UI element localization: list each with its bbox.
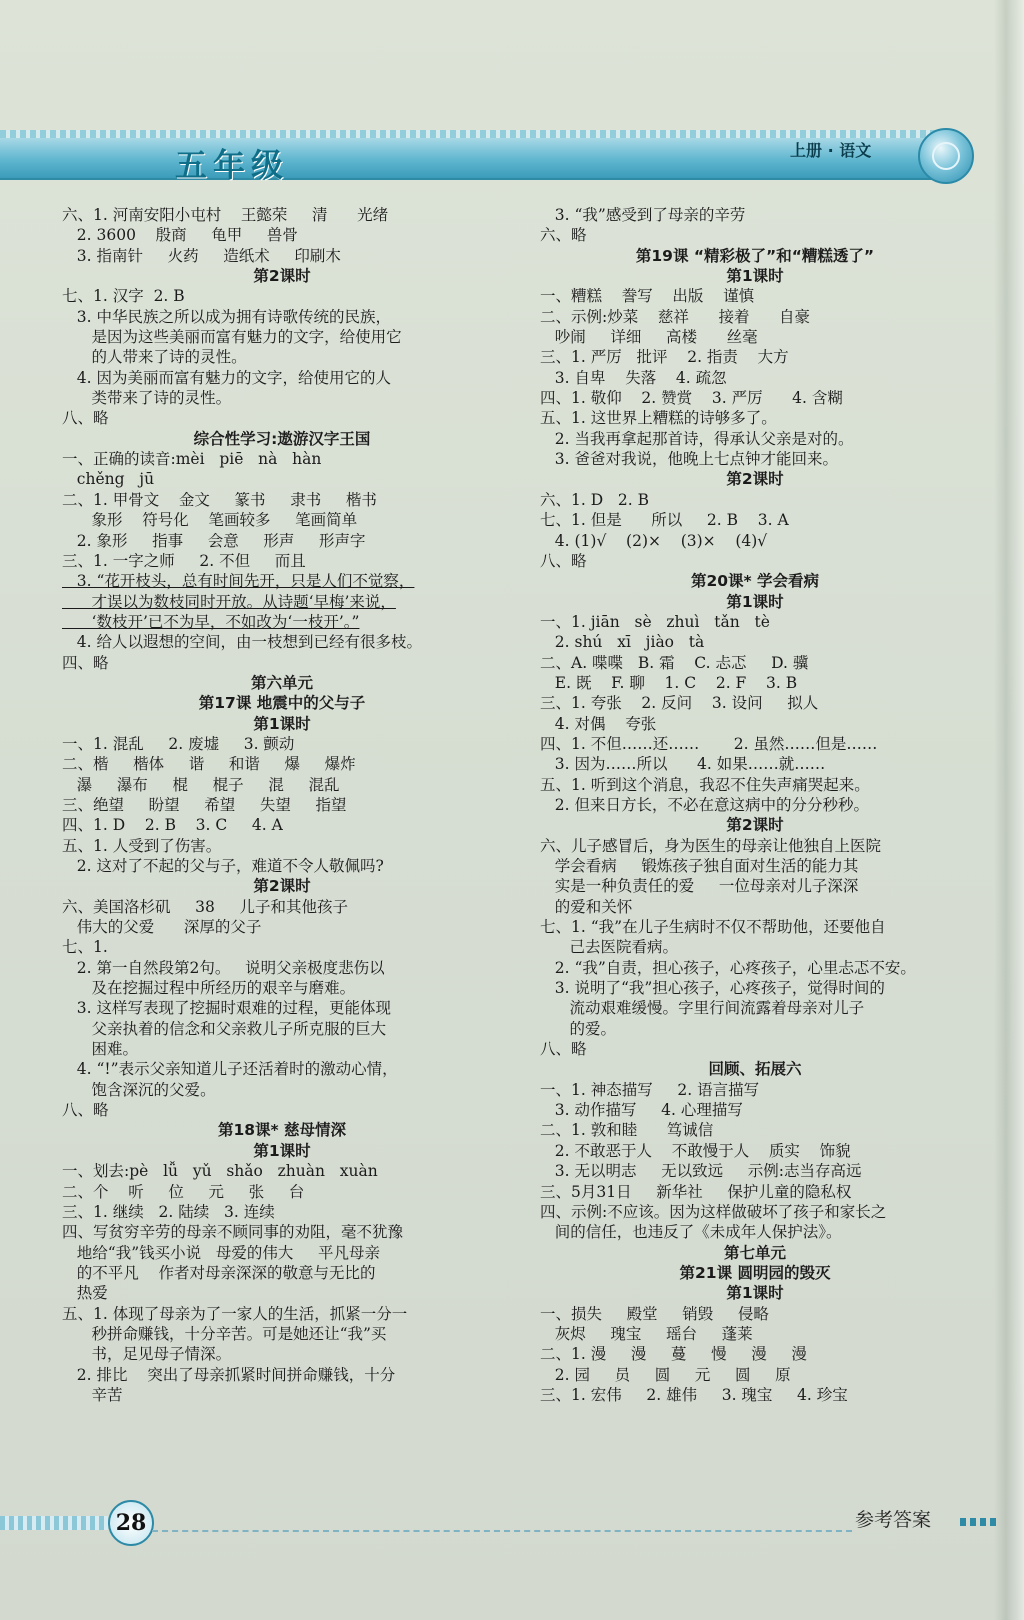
book-tag: 上册 · 语文: [790, 141, 872, 160]
footer-label: 参考答案: [855, 1509, 932, 1531]
answer-text: 象形 符号化 笔画较多 笔画简单: [62, 511, 358, 530]
answer-text: 四、1. 敬仰 2. 赞赏 3. 严厉 4. 含糊: [540, 389, 843, 408]
answer-text: 秒拼命赚钱，十分辛苦。可是她还让“我”买: [62, 1324, 387, 1343]
answer-text: 己去医院看病。: [540, 938, 679, 957]
answer-line: [62, 1100, 502, 1120]
answer-line: [540, 408, 970, 428]
answer-text: 六、美国洛杉矶 38 儿子和其他孩子: [62, 897, 348, 916]
answer-text: 2. 第一自然段第2句。 说明父亲极度悲伤以: [62, 958, 385, 977]
answer-text: 的不平凡 作者对母亲深深的敬意与无比的: [62, 1263, 376, 1282]
answer-line: [540, 795, 970, 815]
answer-text: 一、1. jiān sè zhuì tǎn tè: [540, 612, 770, 631]
answer-text: 2. “我”自责，担心孩子，心疼孩子，心里忐忑不安。: [540, 958, 916, 977]
answer-line: [540, 978, 970, 998]
answer-text: E. 既 F. 聊 1. C 2. F 3. B: [540, 673, 798, 692]
answer-line: [62, 1385, 502, 1405]
answer-line: [62, 1304, 502, 1324]
answer-text: 4. 给人以遐想的空间，由一枝想到已经有很多枝。: [62, 633, 422, 652]
answer-text: 四、略: [62, 653, 109, 672]
answer-text: 三、1. 一字之师 2. 不但 而且: [62, 551, 306, 570]
answer-line: [62, 307, 502, 327]
answer-text: 2. 象形 指事 会意 形声 形声字: [62, 531, 366, 550]
answer-line: [62, 775, 502, 795]
answer-text: 第1课时: [726, 592, 784, 611]
answer-text: 4. 对偶 夸张: [540, 714, 657, 733]
answer-text: 地给“我”钱买小说 母爱的伟大 平凡母亲: [62, 1243, 381, 1262]
answer-line: [62, 978, 502, 998]
answer-line: [62, 205, 502, 225]
answer-line: [62, 327, 502, 347]
answer-line: [540, 1385, 970, 1405]
footer-divider: [152, 1530, 852, 1534]
answer-text: 才误以为数枝同时开放。从诗题‘早梅’来说，: [62, 592, 396, 611]
section-heading: [540, 266, 970, 286]
answer-line: [540, 1365, 970, 1385]
answer-text: 第17课 地震中的父与子: [198, 694, 366, 713]
answer-line: [540, 958, 970, 978]
section-heading: [540, 469, 970, 489]
answer-text: 2. 排比 突出了母亲抓紧时间拼命赚钱，十分: [62, 1365, 396, 1384]
answer-text: 饱含深沉的父爱。: [62, 1080, 216, 1099]
right-answer-column: [540, 205, 970, 1405]
answer-line: [540, 368, 970, 388]
answer-text: 四、1. D 2. B 3. C 4. A: [62, 816, 283, 835]
answer-text: 三、1. 严厉 批评 2. 指责 大方: [540, 348, 789, 367]
answer-text: 八、略: [62, 1101, 109, 1120]
answer-text: 第1课时: [726, 1284, 784, 1303]
answer-text: 3. 指南针 火药 造纸术 印刷木: [62, 246, 341, 265]
answer-line: [540, 1100, 970, 1120]
page-fold-shadow: [994, 0, 1024, 1620]
answer-text: 的人带来了诗的灵性。: [62, 348, 247, 367]
answer-text: 瀑 瀑布 棍 棍子 混 混乱: [62, 775, 340, 794]
answer-text: 七、1. 但是 所以 2. B 3. A: [540, 511, 789, 530]
answer-text: 4. (1)√ (2)× (3)× (4)√: [540, 531, 768, 550]
answer-text: 五、1. 体现了母亲为了一家人的生活，抓紧一分一: [62, 1304, 408, 1323]
answer-line: [540, 836, 970, 856]
answer-line: [62, 1039, 502, 1059]
answer-line: [62, 1059, 502, 1079]
answer-text: 二、1. 漫 漫 蔓 慢 漫 漫: [540, 1345, 807, 1364]
answer-line: [540, 1344, 970, 1364]
answer-text: 第1课时: [253, 1141, 311, 1160]
answer-text: 书，足见母子情深。: [62, 1345, 232, 1364]
answer-text: 3. 爸爸对我说，他晚上七点钟才能回来。: [540, 450, 838, 469]
answer-text: 七、1. “我”在儿子生病时不仅不帮助他，还要他自: [540, 918, 886, 937]
section-heading: [540, 1283, 970, 1303]
answer-line: [62, 531, 502, 551]
answer-text: 六、1. 河南安阳小屯村 王懿荣 清 光绪: [62, 206, 389, 224]
answer-line: [62, 897, 502, 917]
section-heading: [540, 1059, 970, 1079]
answer-text: 困难。: [62, 1040, 139, 1059]
answer-text: 二、A. 喋喋 B. 霜 C. 忐忑 D. 骥: [540, 653, 809, 672]
answer-text: 七、1.: [62, 938, 108, 957]
answer-line: [540, 1182, 970, 1202]
answer-line: [540, 1141, 970, 1161]
answer-line: [540, 551, 970, 571]
answer-text: 第19课 “精彩极了”和“糟糕透了”: [635, 246, 875, 265]
answer-line: [62, 286, 502, 306]
answer-line: [62, 958, 502, 978]
answer-line: [540, 1202, 970, 1222]
answer-text: 及在挖掘过程中所经历的艰辛与磨难。: [62, 979, 356, 998]
answer-line: [540, 998, 970, 1018]
answer-text: 第21课 圆明园的毁灭: [679, 1263, 831, 1282]
answer-line: [540, 897, 970, 917]
answer-line: [62, 1263, 502, 1283]
answer-line: [62, 917, 502, 937]
answer-line: [540, 449, 970, 469]
answer-text: 2. shú xī jiào tà: [540, 633, 705, 652]
answer-text: 第七单元: [723, 1243, 786, 1262]
section-heading: [540, 815, 970, 835]
left-answer-column: [62, 205, 502, 1405]
answer-text: 伟大的父爱 深厚的父子: [62, 918, 262, 937]
answer-text: 一、损失 殿堂 销毁 侵略: [540, 1304, 769, 1323]
section-heading: [62, 1120, 502, 1140]
footer-arrow-icon: [960, 1518, 996, 1526]
answer-text: 的爱。: [540, 1019, 617, 1038]
answer-line: [62, 388, 502, 408]
answer-line: [62, 1324, 502, 1344]
answer-text: 流动艰难缓慢。字里行间流露着母亲对儿子: [540, 999, 865, 1018]
answer-text: 五、1. 听到这个消息，我忍不住失声痛哭起来。: [540, 775, 870, 794]
answer-line: [62, 1182, 502, 1202]
answer-text: 2. 3600 殷商 龟甲 兽骨: [62, 226, 298, 245]
answer-text: 3. 这样写表现了挖掘时艰难的过程，更能体现: [62, 999, 391, 1018]
answer-line: [540, 937, 970, 957]
answer-line: [540, 917, 970, 937]
section-heading: [540, 246, 970, 266]
answer-line: [62, 856, 502, 876]
answer-text: 是因为这些美丽而富有魅力的文字，给使用它: [62, 328, 402, 347]
answer-text: 一、划去:pè lǚ yǔ shǎo zhuàn xuàn: [62, 1162, 378, 1181]
answer-line: [540, 1324, 970, 1344]
answer-text: 三、1. 继续 2. 陆续 3. 连续: [62, 1202, 275, 1221]
answer-text: 一、正确的读音:mèi piē nà hàn: [62, 450, 322, 469]
answer-line: [540, 775, 970, 795]
answer-line: [540, 490, 970, 510]
answer-line: [62, 998, 502, 1018]
answer-text: 第1课时: [726, 267, 784, 286]
answer-line: [540, 612, 970, 632]
answer-line: [540, 856, 970, 876]
answer-text: 2. 不敢恶于人 不敢慢于人 质实 饰貌: [540, 1141, 851, 1160]
answer-text: 3. 无以明志 无以致远 示例:志当存高远: [540, 1162, 862, 1181]
answer-text: 四、1. 不但……还…… 2. 虽然……但是……: [540, 734, 878, 753]
answer-text: 辛苦: [62, 1385, 123, 1404]
answer-text: 3. “花开枝头，总有时间先开，只是人们不觉察，: [62, 572, 415, 591]
answer-text: 3. 因为……所以 4. 如果……就……: [540, 755, 826, 774]
answer-line: [62, 225, 502, 245]
answer-text: 一、糟糕 誊写 出版 谨慎: [540, 287, 755, 306]
answer-line: [540, 754, 970, 774]
answer-text: 二、1. 敦和睦 笃诚信: [540, 1121, 714, 1140]
answer-line: [540, 531, 970, 551]
answer-text: 回顾、拓展六: [708, 1060, 802, 1079]
section-heading: [62, 693, 502, 713]
answer-text: 3. 动作描写 4. 心理描写: [540, 1101, 743, 1120]
answer-text: 灰烬 瑰宝 瑶台 蓬莱: [540, 1324, 753, 1343]
answer-text: 3. 中华民族之所以成为拥有诗歌传统的民族，: [62, 307, 391, 326]
answer-line: [62, 246, 502, 266]
section-heading: [62, 714, 502, 734]
answer-line: [540, 205, 970, 225]
answer-text: 的爱和关怀: [540, 897, 633, 916]
answer-text: 类带来了诗的灵性。: [62, 389, 232, 408]
section-heading: [540, 1243, 970, 1263]
section-heading: [62, 673, 502, 693]
answer-text: 六、1. D 2. B: [540, 490, 650, 509]
answer-text: 第20课* 学会看病: [690, 572, 820, 591]
answer-text: 第1课时: [253, 714, 311, 733]
section-heading: [62, 876, 502, 896]
answer-text: 七、1. 汉字 2. B: [62, 287, 185, 306]
answer-line: [62, 490, 502, 510]
answer-text: 第2课时: [726, 816, 784, 835]
answer-line: [540, 347, 970, 367]
answer-text: 八、略: [540, 551, 587, 570]
answer-text: 八、略: [62, 409, 109, 428]
answer-line: [540, 653, 970, 673]
answer-text: ‘数枝开’已不为早，不如改为‘一枝开’。”: [62, 612, 360, 631]
answer-line: [62, 734, 502, 754]
footer-stripe: [0, 1516, 108, 1530]
answer-line: [540, 714, 970, 734]
section-heading: [62, 1141, 502, 1161]
circle-decoration-icon: [918, 128, 974, 184]
answer-line: [540, 734, 970, 754]
answer-line: [62, 653, 502, 673]
answer-line: [540, 632, 970, 652]
answer-line: [540, 327, 970, 347]
answer-text: 第2课时: [253, 267, 311, 286]
answer-line: [540, 673, 970, 693]
answer-text: 3. “我”感受到了母亲的辛劳: [540, 206, 746, 224]
answer-line: [62, 1222, 502, 1242]
answer-line: [62, 347, 502, 367]
answer-text: 2. 当我再拿起那首诗，得承认父亲是对的。: [540, 429, 854, 448]
answer-line: [540, 510, 970, 530]
answer-line: [62, 795, 502, 815]
answer-text: 学会看病 锻炼孩子独自面对生活的能力其: [540, 857, 859, 875]
grade-title: 五年级: [175, 146, 290, 184]
answer-text: 一、1. 神态描写 2. 语言描写: [540, 1080, 760, 1099]
answer-text: 实是一种负责任的爱 一位母亲对儿子深深: [540, 877, 859, 896]
answer-text: 间的信任，也违反了《未成年人保护法》。: [540, 1223, 842, 1242]
section-heading: [540, 592, 970, 612]
section-heading: [540, 1263, 970, 1283]
answer-line: [62, 1161, 502, 1181]
section-heading: [62, 429, 502, 449]
answer-line: [540, 429, 970, 449]
answer-text: 第2课时: [726, 470, 784, 489]
answer-text: 二、楷 楷体 谐 和谐 爆 爆炸: [62, 755, 356, 774]
answer-text: 2. 这对了不起的父与子，难道不令人敬佩吗?: [62, 857, 384, 875]
answer-line: [62, 815, 502, 835]
answer-text: 三、1. 宏伟 2. 雄伟 3. 瑰宝 4. 珍宝: [540, 1385, 848, 1404]
answer-line: [62, 469, 502, 489]
header-stripe: [0, 130, 950, 138]
answer-text: 六、略: [540, 226, 587, 245]
answer-text: 第2课时: [253, 877, 311, 896]
answer-text: 3. 说明了“我”担心孩子，心疼孩子，觉得时间的: [540, 979, 885, 998]
answer-text: 2. 但来日方长，不必在意这病中的分分秒秒。: [540, 795, 869, 814]
answer-text: 一、1. 混乱 2. 废墟 3. 颤动: [62, 734, 295, 753]
answer-text: 二、个 听 位 元 张 台: [62, 1182, 305, 1201]
answer-text: 三、5月31日 新华社 保护儿童的隐私权: [540, 1182, 852, 1201]
answer-line: [540, 693, 970, 713]
answer-line: [540, 1304, 970, 1324]
answer-text: 二、示例:炒菜 慈祥 接着 自豪: [540, 307, 811, 326]
answer-line: [62, 754, 502, 774]
answer-text: 4. 因为美丽而富有魅力的文字，给使用它的人: [62, 368, 391, 387]
answer-text: 五、1. 这世界上糟糕的诗够多了。: [540, 409, 777, 428]
answer-line: [62, 836, 502, 856]
answer-text: 四、示例:不应该。因为这样做破坏了孩子和家长之: [540, 1202, 887, 1221]
answer-line: [540, 1019, 970, 1039]
answer-text: 3. 自卑 失落 4. 疏忽: [540, 368, 727, 387]
answer-line: [62, 571, 502, 591]
answer-line: [62, 1283, 502, 1303]
answer-line: [540, 1080, 970, 1100]
answer-line: [62, 510, 502, 530]
answer-line: [62, 1080, 502, 1100]
answer-text: chěng jū: [62, 470, 155, 489]
answer-text: 三、1. 夸张 2. 反问 3. 设问 拟人: [540, 694, 819, 713]
answer-text: 二、1. 甲骨文 金文 篆书 隶书 楷书: [62, 490, 377, 509]
answer-text: 综合性学习:遨游汉字王国: [193, 429, 371, 448]
answer-text: 第六单元: [250, 673, 313, 692]
answer-text: 六、儿子感冒后，身为医生的母亲让他独自上医院: [540, 836, 882, 855]
answer-line: [62, 1365, 502, 1385]
answer-line: [62, 1344, 502, 1364]
answer-line: [540, 286, 970, 306]
answer-line: [540, 307, 970, 327]
answer-line: [62, 612, 502, 632]
answer-line: [62, 449, 502, 469]
answer-line: [62, 1019, 502, 1039]
answer-line: [62, 592, 502, 612]
answer-line: [540, 1222, 970, 1242]
answer-line: [540, 1120, 970, 1140]
answer-line: [540, 388, 970, 408]
answer-text: 吵闹 详细 高楼 丝毫: [540, 328, 758, 347]
section-heading: [540, 571, 970, 591]
answer-text: 4. “!”表示父亲知道儿子还活着时的激动心情，: [62, 1060, 398, 1079]
answer-line: [540, 1039, 970, 1059]
answer-text: 四、写贫穷辛劳的母亲不顾同事的劝阻，毫不犹豫: [62, 1223, 404, 1242]
answer-line: [62, 1243, 502, 1263]
answer-text: 父亲执着的信念和父亲救儿子所克服的巨大: [62, 1019, 387, 1038]
answer-text: 三、绝望 盼望 希望 失望 指望: [62, 795, 347, 814]
answer-text: 热爱: [62, 1284, 108, 1303]
answer-text: 2. 园 员 圆 元 圆 原: [540, 1365, 791, 1384]
answer-line: [62, 368, 502, 388]
answer-line: [62, 1202, 502, 1222]
answer-line: [540, 1161, 970, 1181]
answer-text: 第18课* 慈母情深: [217, 1121, 347, 1140]
answer-text: 八、略: [540, 1040, 587, 1059]
page-number: 28: [108, 1500, 154, 1546]
answer-line: [62, 551, 502, 571]
answer-line: [540, 876, 970, 896]
answer-text: 五、1. 人受到了伤害。: [62, 836, 222, 855]
answer-line: [62, 408, 502, 428]
answer-line: [62, 937, 502, 957]
section-heading: [62, 266, 502, 286]
answer-line: [540, 225, 970, 245]
answer-line: [62, 632, 502, 652]
